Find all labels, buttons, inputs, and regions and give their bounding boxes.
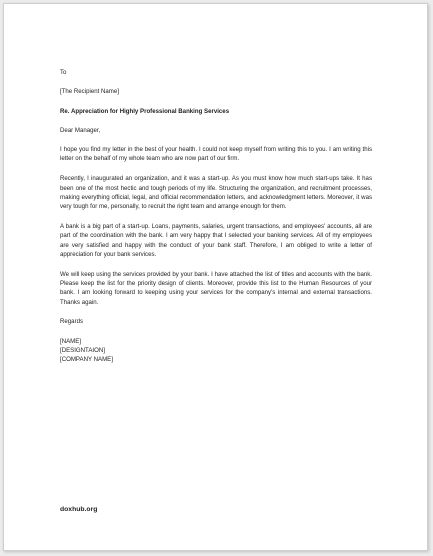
letter-subject: Re. Appreciation for Highly Professional Banking Services — [60, 107, 230, 115]
salutation: Dear Manager, — [60, 126, 101, 134]
paragraph-4: We will keep using the services provided by your bank. I have attached the list of titles and accounts with the bank. Please keep the list for the priority design of clients. Moreover, provide this list to the Human Resources of your bank. I am looking forward to keeping using your services for the company's internal and external transactions. Thanks again. — [60, 270, 372, 306]
closing: Regards — [60, 318, 84, 326]
document-page — [3, 3, 428, 551]
paragraph-2: Recently, I inaugurated an organization, and it was a start-up. As you must know how much start-ups take. It has been one of the most hectic and tough periods of my life. Structuring the organization, and recruitment processes, making everything official, legal, and official recommendation letters, and acknowledgment letters. Moreover, it was very tough for me, personally, to recruit the right team and arrange enough for them. — [60, 175, 372, 211]
signature-name: [NAME] — [60, 337, 81, 345]
to-label: To — [60, 69, 67, 76]
paragraph-1: I hope you find my letter in the best of your health. I could not keep myself from writing this to you. I am writing this letter on the behalf of my whole team who are now part of our firm. — [60, 146, 372, 163]
paragraph-3: A bank is a big part of a start-up. Loans, payments, salaries, urgent transactions, and employees' accounts, all are part of the coordination with the bank. I am very happy that I selected your banking services. All of my employees are very satisfied and happy with the conduct of your bank staff. Therefore, I am obliged to write a letter of appreciation for your bank services. — [60, 222, 372, 258]
recipient-name: [The Recipient Name] — [60, 88, 119, 96]
footer-brand: doxhub.org — [60, 506, 98, 513]
signature-company: [COMPANY NAME] — [60, 356, 113, 364]
signature-designation: [DESIGNTAION] — [60, 346, 105, 354]
letter-body — [60, 68, 372, 365]
